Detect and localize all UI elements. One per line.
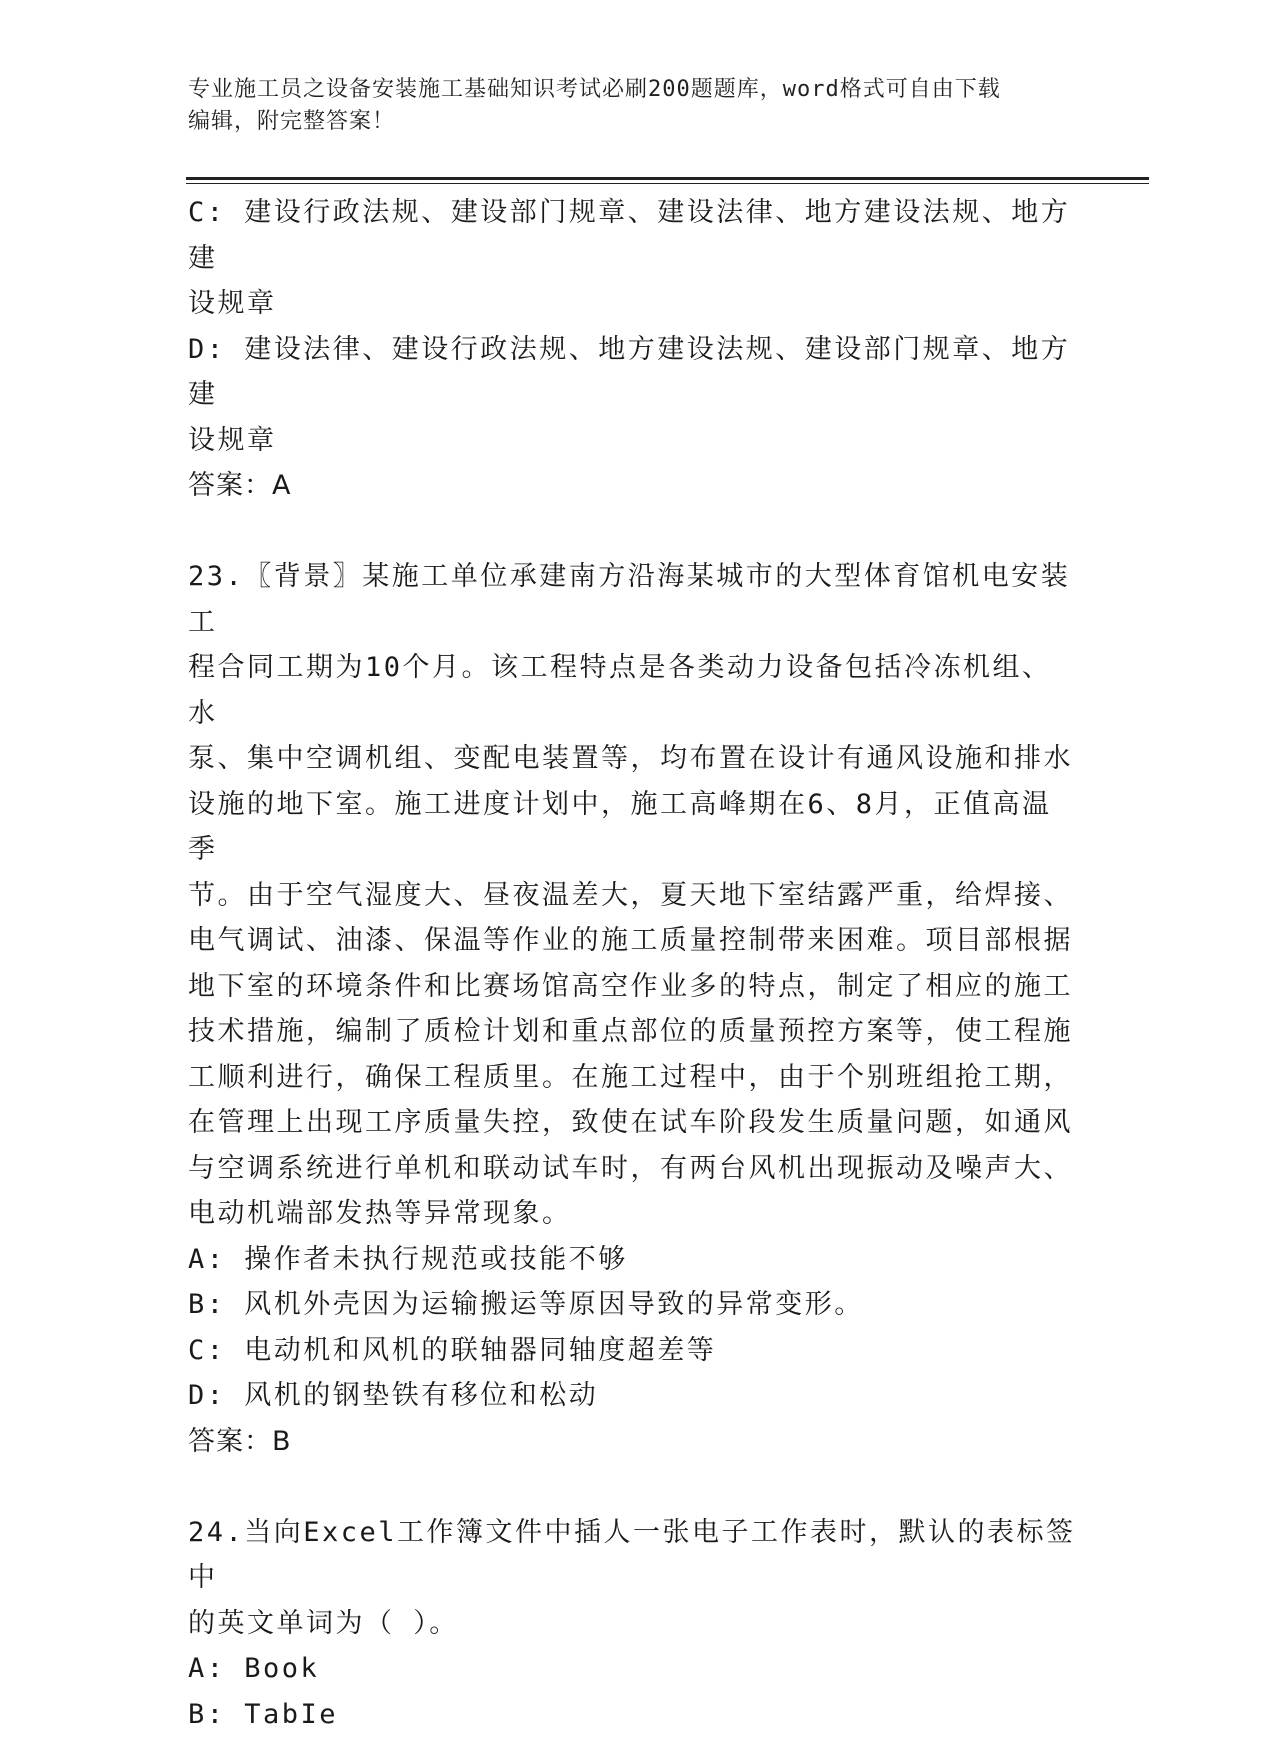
q23-option-d: D: 风机的钢垫铁有移位和松动 (188, 1373, 1078, 1419)
q23-stem-line: 节。由于空气湿度大、昼夜温差大，夏天地下室结露严重，给焊接、 (188, 873, 1078, 919)
q23-stem-line: 与空调系统进行单机和联动试车时，有两台风机出现振动及噪声大、 (188, 1146, 1078, 1192)
header-divider-thick (186, 177, 1149, 180)
header-title-line2: 编辑，附完整答案！ (188, 106, 1068, 138)
q23-stem-line: 设施的地下室。施工进度计划中，施工高峰期在6、8月，正值高温季 (188, 782, 1078, 873)
header-divider-thin (186, 183, 1149, 184)
q22-answer: 答案：A (188, 463, 1078, 509)
q24-option-b: B: TabIe (188, 1692, 1078, 1737)
q24-option-a: A: Book (188, 1646, 1078, 1692)
document-body (188, 190, 1078, 1737)
q23-option-c: C: 电动机和风机的联轴器同轴度超差等 (188, 1328, 1078, 1374)
q23-stem-line: 23.〖背景〗某施工单位承建南方沿海某城市的大型体育馆机电安装工 (188, 554, 1078, 645)
q23-option-b: B: 风机外壳因为运输搬运等原因导致的异常变形。 (188, 1282, 1078, 1328)
q23-stem (188, 554, 1078, 1237)
q24-stem-line2: 的英文单词为（ ）。 (188, 1601, 1078, 1647)
question-gap (188, 1464, 1078, 1510)
q23-stem-line: 技术措施，编制了质检计划和重点部位的质量预控方案等，使工程施 (188, 1009, 1078, 1055)
q22-option-d-line1: D: 建设法律、建设行政法规、地方建设法规、建设部门规章、地方建 (188, 327, 1078, 418)
q23-answer: 答案：B (188, 1419, 1078, 1465)
q23-stem-line: 在管理上出现工序质量失控，致使在试车阶段发生质量问题，如通风 (188, 1100, 1078, 1146)
q22-option-d-line2: 设规章 (188, 418, 1078, 464)
question-gap (188, 509, 1078, 555)
header-title-line1: 专业施工员之设备安装施工基础知识考试必刷200题题库，word格式可自由下载 (188, 74, 1068, 106)
q22-option-c-line2: 设规章 (188, 281, 1078, 327)
q23-stem-line: 电动机端部发热等异常现象。 (188, 1191, 1078, 1237)
document-header (188, 74, 1068, 138)
q23-stem-line: 电气调试、油漆、保温等作业的施工质量控制带来困难。项目部根据 (188, 918, 1078, 964)
q23-stem-line: 工顺利进行，确保工程质里。在施工过程中，由于个别班组抢工期， (188, 1055, 1078, 1101)
q22-option-c-line1: C: 建设行政法规、建设部门规章、建设法律、地方建设法规、地方建 (188, 190, 1078, 281)
q24-stem-line1: 24.当向Excel工作簿文件中插人一张电子工作表时，默认的表标签中 (188, 1510, 1078, 1601)
q23-option-a: A: 操作者未执行规范或技能不够 (188, 1237, 1078, 1283)
q23-stem-line: 泵、集中空调机组、变配电装置等，均布置在设计有通风设施和排水 (188, 736, 1078, 782)
q23-stem-line: 地下室的环境条件和比赛场馆高空作业多的特点，制定了相应的施工 (188, 964, 1078, 1010)
q23-stem-line: 程合同工期为10个月。该工程特点是各类动力设备包括冷冻机组、水 (188, 645, 1078, 736)
